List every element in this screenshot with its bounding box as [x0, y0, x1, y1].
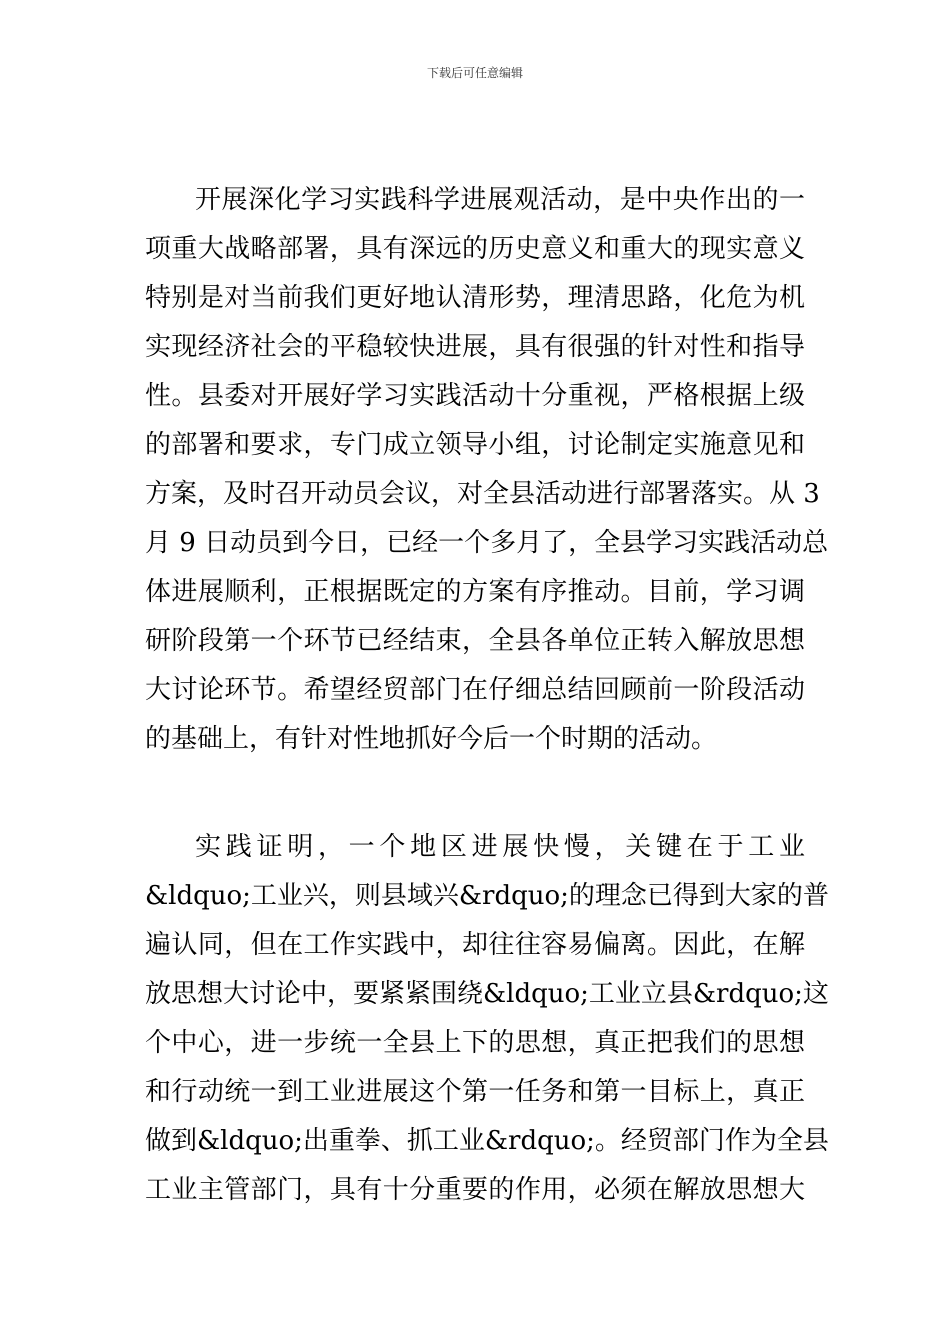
text-line: 实践证明，一个地区进展快慢，关键在于工业: [195, 832, 805, 862]
text-line: 个中心，进一步统一全县上下的思想，真正把我们的思想: [145, 1028, 805, 1058]
text-line: 和行动统一到工业进展这个第一任务和第一目标上，真正: [145, 1077, 805, 1107]
text-line: 做到&ldquo;出重拳、抓工业&rdquo;。经贸部门作为全县: [145, 1126, 829, 1156]
text-line: &ldquo;工业兴，则县域兴&rdquo;的理念已得到大家的普: [145, 881, 829, 911]
text-line: 开展深化学习实践科学进展观活动，是中央作出的一: [195, 185, 805, 215]
text-line: 方案，及时召开动员会议，对全县活动进行部署落实。从 3: [145, 479, 820, 509]
text-line: 性。县委对开展好学习实践活动十分重视，严格根据上级: [145, 381, 805, 411]
page-header: 下载后可任意编辑: [426, 66, 523, 80]
text-line: 特别是对当前我们更好地认清形势，理清思路，化危为机: [145, 283, 805, 313]
text-line: 项重大战略部署，具有深远的历史意义和重大的现实意义: [145, 234, 805, 264]
text-line: 遍认同，但在工作实践中，却往往容易偏离。因此，在解: [145, 930, 805, 960]
text-line: 的部署和要求，专门成立领导小组，讨论制定实施意见和: [145, 430, 805, 460]
text-line: 放思想大讨论中，要紧紧围绕&ldquo;工业立县&rdquo;这: [145, 979, 829, 1009]
text-line: 研阶段第一个环节已经结束，全县各单位正转入解放思想: [145, 626, 805, 656]
text-line: 体进展顺利，正根据既定的方案有序推动。目前，学习调: [145, 577, 805, 607]
text-line: 大讨论环节。希望经贸部门在仔细总结回顾前一阶段活动: [145, 675, 805, 705]
text-line: 工业主管部门，具有十分重要的作用，必须在解放思想大: [145, 1175, 805, 1205]
text-line: 月 9 日动员到今日，已经一个多月了，全县学习实践活动总: [145, 528, 829, 558]
text-line: 实现经济社会的平稳较快进展，具有很强的针对性和指导: [145, 332, 805, 362]
text-line: 的基础上，有针对性地抓好今后一个时期的活动。: [145, 724, 718, 754]
